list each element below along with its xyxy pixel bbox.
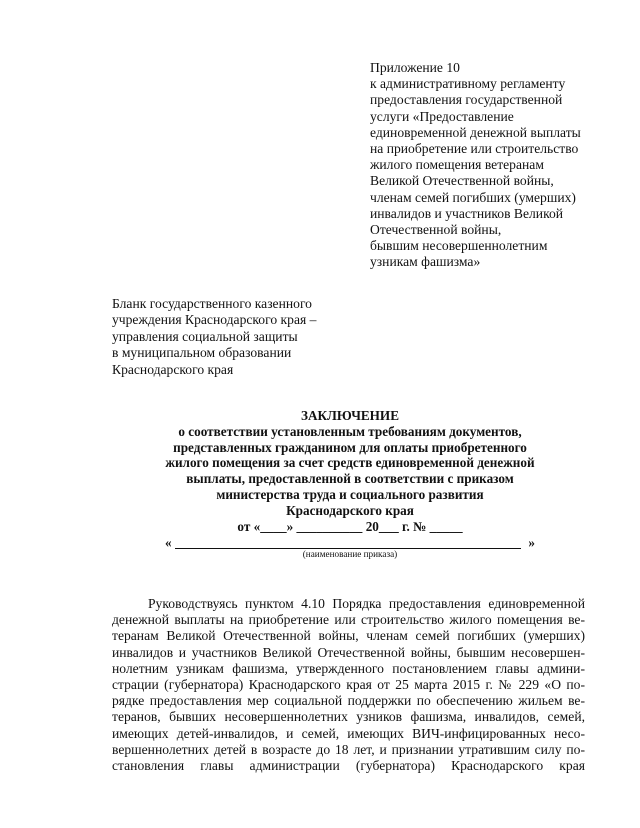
appendix-line: предоставления государственной <box>370 92 563 108</box>
appendix-line: инвалидов и участников Великой <box>370 205 564 221</box>
appendix-line: узникам фашизма» <box>370 254 481 270</box>
date-number-line: от «____» __________ 20___ г. № _____ <box>237 519 463 534</box>
heading-line: представленных гражданином для оплаты приобретенного <box>173 439 527 455</box>
appendix-block <box>370 60 610 271</box>
close-quote: » <box>528 535 535 550</box>
letterhead-line: Краснодарского края <box>112 361 234 377</box>
appendix-line: Великой Отечественной войны, <box>370 173 554 189</box>
body-line: рядке предоставления мер социальной поддержки по обеспечению жильем ве- <box>112 693 585 709</box>
document-heading <box>100 408 600 519</box>
letterhead-line: учреждения Краснодарского края – <box>112 312 317 328</box>
body-line: вершеннолетних детей в возрасте до 18 лет, и признании утратившим силу по- <box>112 741 585 757</box>
body-line: Руководствуясь пунктом 4.10 Порядка предоставления единовременной <box>148 596 585 611</box>
appendix-line: Приложение 10 <box>370 60 460 75</box>
body-line: инвалидов и участников Великой Отечественной войны, бывшим несовершен- <box>112 644 585 660</box>
heading-line: выплаты, предоставленной в соответствии с приказом <box>186 471 514 487</box>
heading-line: Краснодарского края <box>286 502 414 518</box>
open-quote: « <box>165 535 172 550</box>
appendix-line: услуги «Предоставление <box>370 108 514 124</box>
letterhead-line: в муниципальном образовании <box>112 345 292 361</box>
heading-line: министерства труда и социального развития <box>216 486 484 502</box>
letterhead-line: Бланк государственного казенного <box>112 296 312 311</box>
body-line: теранов, бывших несовершеннолетних узников фашизма, инвалидов, семей, <box>112 709 585 725</box>
appendix-line: на приобретение или строительство <box>370 141 579 157</box>
body-line: страции (губернатора) Краснодарского края от 25 марта 2015 г. № 229 «О по- <box>112 677 585 693</box>
appendix-line: жилого помещения ветеранам <box>370 157 544 173</box>
heading-line: жилого помещения за счет средств единовременной денежной <box>165 455 535 471</box>
body-paragraph <box>112 596 585 774</box>
appendix-line: членам семей погибших (умерших) <box>370 189 576 205</box>
appendix-line: единовременной денежной выплаты <box>370 124 581 140</box>
body-line: теранам Великой Отечественной войны, членам семей погибших (умерших) <box>112 628 585 644</box>
body-line: становления главы администрации (губернатора) Краснодарского края <box>112 758 585 774</box>
body-line: денежной выплаты на приобретение или строительство жилого помещения ве- <box>112 612 585 628</box>
appendix-line: Отечественной войны, <box>370 222 502 238</box>
heading-line: о соответствии установленным требованиям документов, <box>178 423 522 439</box>
letterhead-line: управления социальной защиты <box>112 328 298 344</box>
letterhead-placeholder <box>112 296 372 378</box>
order-caption: (наименование приказа) <box>302 549 398 559</box>
body-line: нолетним узникам фашизма, утвержденного постановлением главы админи- <box>112 660 585 676</box>
document-title: ЗАКЛЮЧЕНИЕ <box>300 408 399 423</box>
appendix-line: к административному регламенту <box>370 76 566 92</box>
appendix-line: бывшим несовершеннолетним <box>370 238 548 254</box>
body-line: имеющих детей-инвалидов, и семей, имеющих ВИЧ-инфицированных несо- <box>112 725 585 741</box>
